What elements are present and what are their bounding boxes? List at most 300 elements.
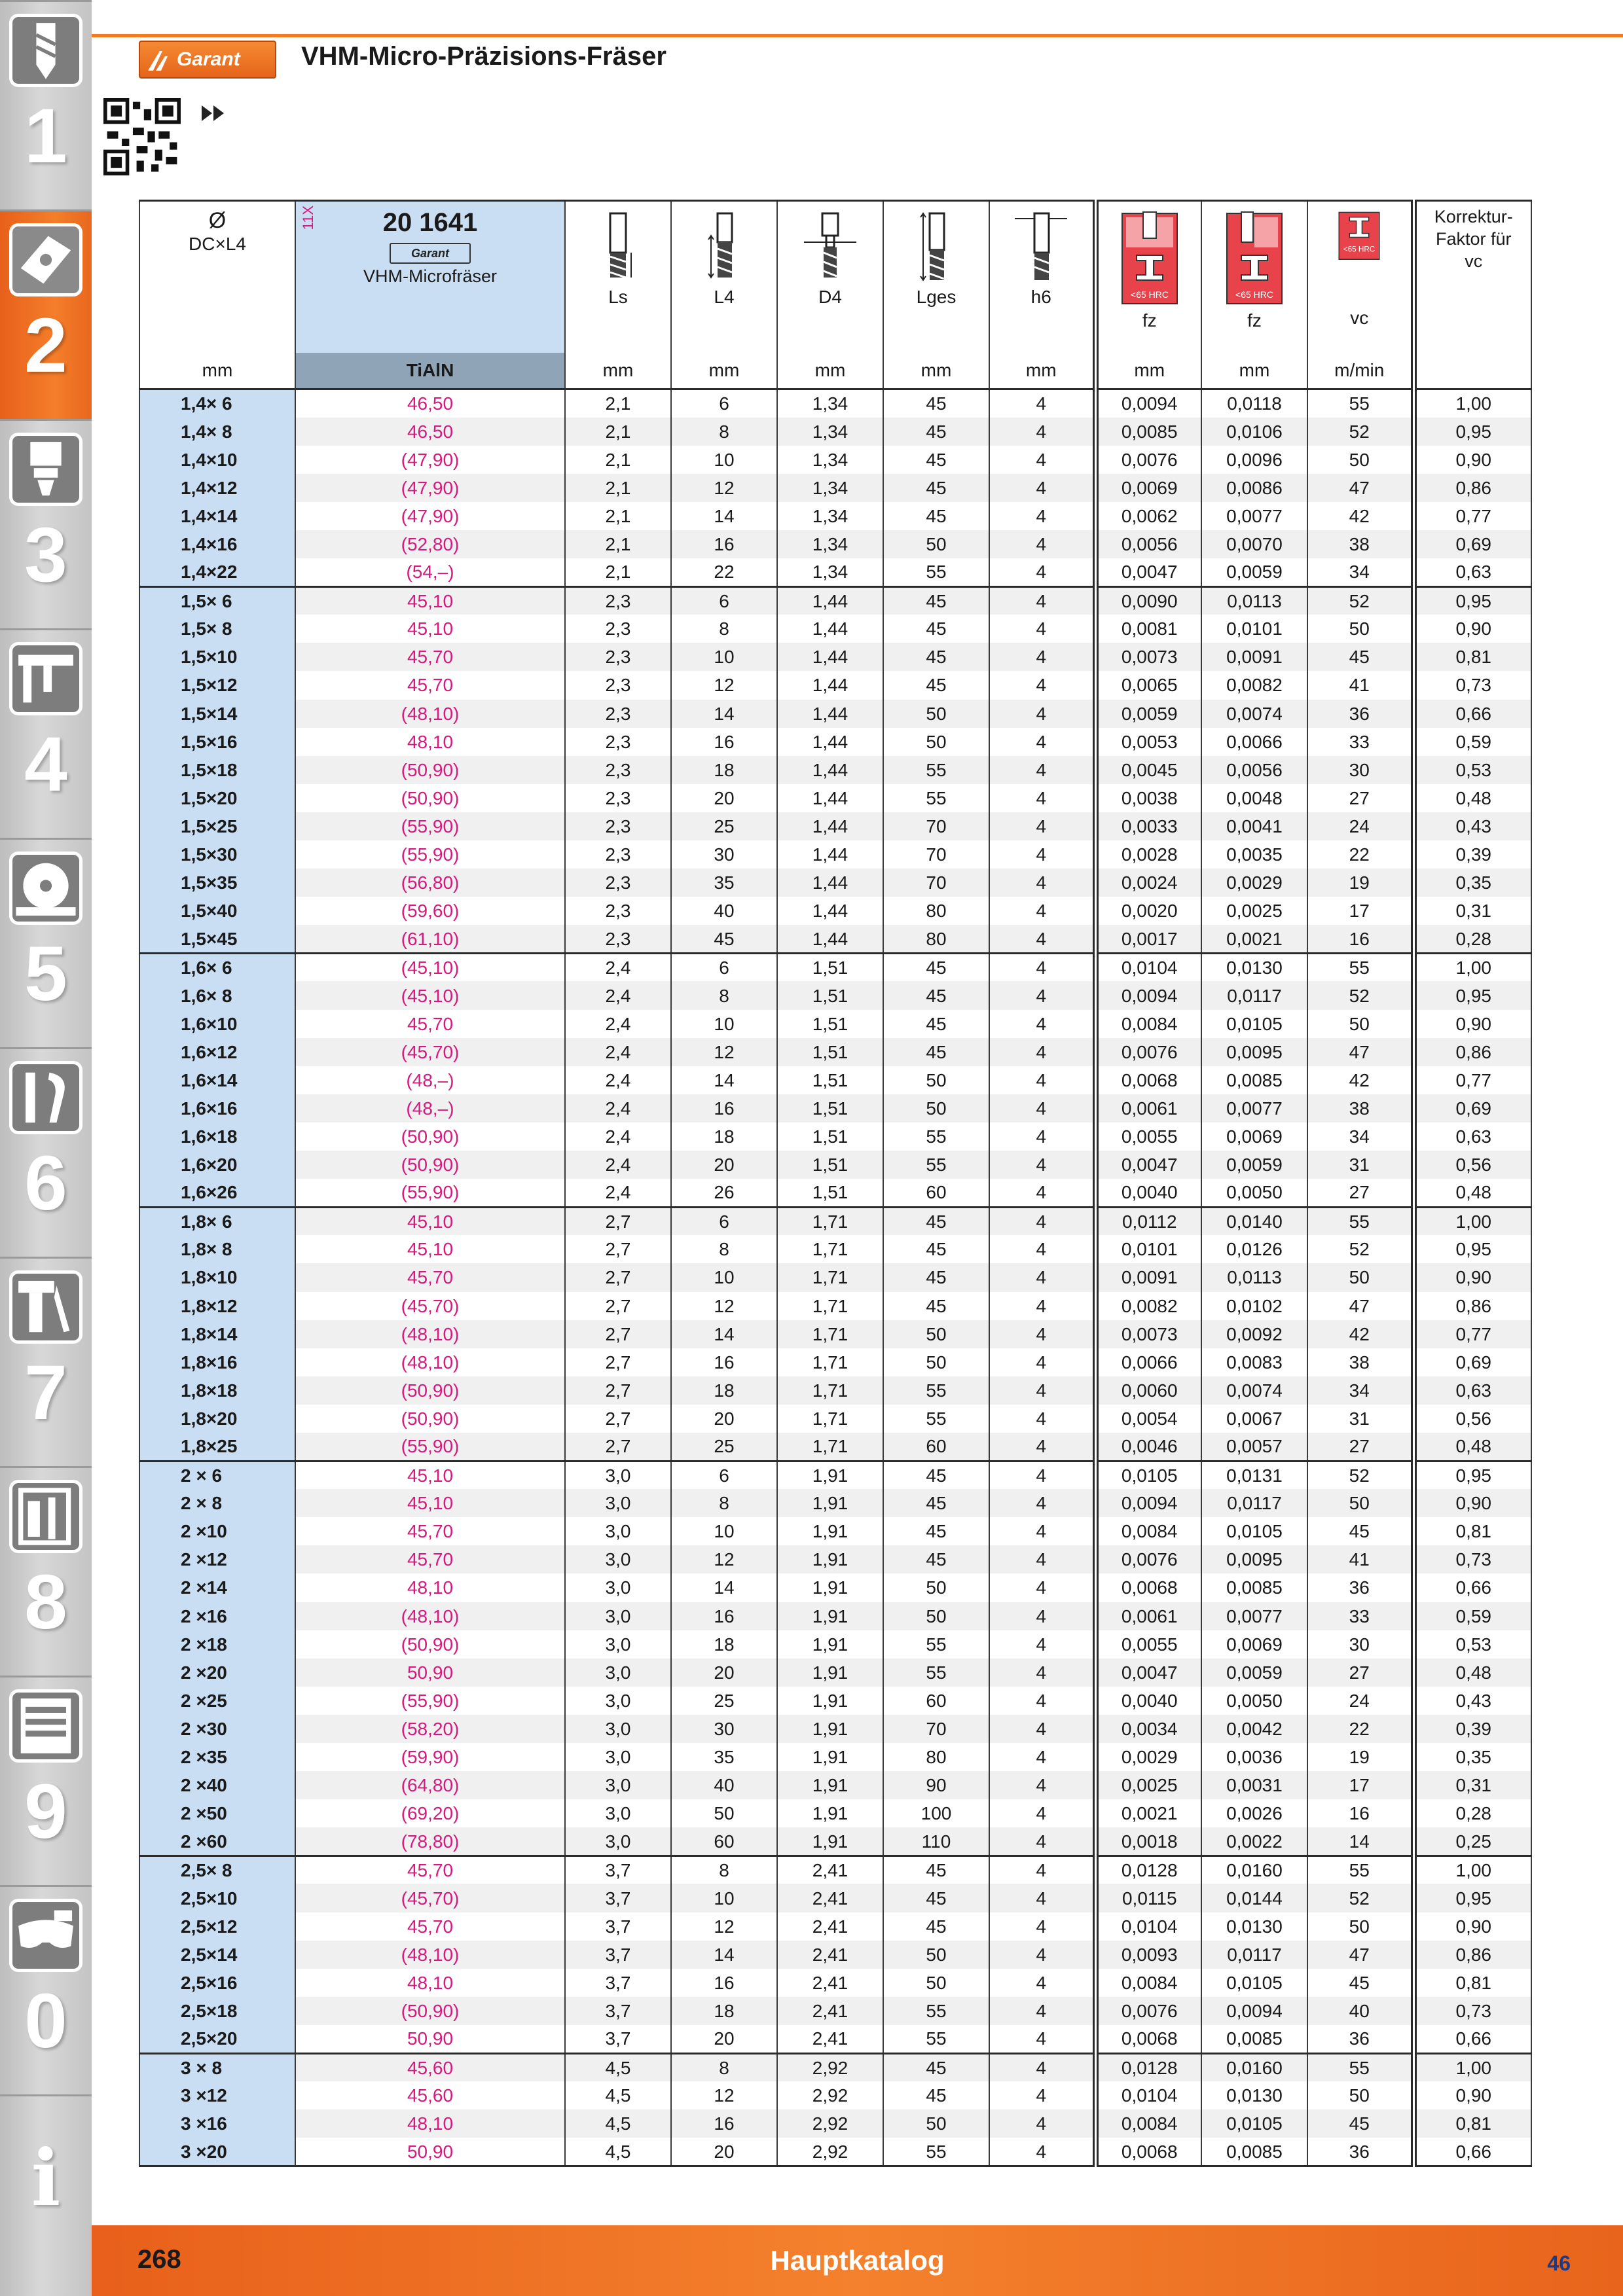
cell-fz2: 0,0057 bbox=[1201, 1433, 1307, 1461]
cell-price[interactable]: (59,90) bbox=[295, 1743, 565, 1771]
cell-price[interactable]: (47,90) bbox=[295, 446, 565, 474]
cell-price[interactable]: 45,70 bbox=[295, 671, 565, 699]
cell-price[interactable]: (50,90) bbox=[295, 1405, 565, 1433]
product-rows bbox=[139, 389, 1531, 2166]
cell-fz2: 0,0095 bbox=[1201, 1545, 1307, 1573]
cell-vc: 34 bbox=[1307, 558, 1413, 586]
cell-d4: 1,91 bbox=[777, 1799, 883, 1827]
cell-l4: 25 bbox=[671, 1433, 777, 1461]
chapter-number: 2 bbox=[24, 302, 67, 389]
cell-fz1: 0,0061 bbox=[1095, 1602, 1201, 1630]
table-row bbox=[139, 1122, 1531, 1151]
col-head-fz-side bbox=[1201, 201, 1307, 353]
cell-vc: 34 bbox=[1307, 1122, 1413, 1151]
cell-l4: 10 bbox=[671, 1010, 777, 1038]
cell-price[interactable]: 45,70 bbox=[295, 1912, 565, 1941]
page-footer bbox=[92, 2225, 1623, 2296]
cell-price[interactable]: (50,90) bbox=[295, 1122, 565, 1151]
fast-forward-icon[interactable] bbox=[200, 103, 229, 123]
table-row bbox=[139, 1292, 1531, 1320]
cell-h6: 4 bbox=[989, 1856, 1095, 1884]
cell-price[interactable]: 45,60 bbox=[295, 2053, 565, 2081]
cell-price[interactable]: 46,50 bbox=[295, 418, 565, 446]
chapter-tab-9[interactable] bbox=[0, 1676, 92, 1885]
cell-vc: 55 bbox=[1307, 1207, 1413, 1235]
cell-price[interactable]: (61,10) bbox=[295, 925, 565, 953]
cell-lges: 45 bbox=[883, 2081, 989, 2109]
chapter-tab-1[interactable] bbox=[0, 0, 92, 209]
cell-dim: 1,8×25 bbox=[139, 1433, 295, 1461]
cell-price[interactable]: (56,80) bbox=[295, 869, 565, 897]
cell-korr: 0,73 bbox=[1413, 1997, 1531, 2025]
cell-d4: 1,44 bbox=[777, 869, 883, 897]
cell-fz1: 0,0081 bbox=[1095, 615, 1201, 643]
cell-dim: 2 ×18 bbox=[139, 1630, 295, 1659]
cell-h6: 4 bbox=[989, 558, 1095, 586]
cell-price[interactable]: (45,10) bbox=[295, 981, 565, 1009]
cell-ls: 2,1 bbox=[565, 474, 671, 502]
cell-ls: 2,3 bbox=[565, 812, 671, 840]
cell-h6: 4 bbox=[989, 1094, 1095, 1122]
cell-price[interactable]: (48,–) bbox=[295, 1094, 565, 1122]
cell-ls: 2,3 bbox=[565, 925, 671, 953]
cell-price[interactable]: 45,10 bbox=[295, 586, 565, 615]
cell-price[interactable]: 48,10 bbox=[295, 728, 565, 756]
cell-price[interactable]: 45,10 bbox=[295, 1207, 565, 1235]
cell-ls: 2,3 bbox=[565, 840, 671, 869]
cell-korr: 0,73 bbox=[1413, 671, 1531, 699]
cell-dim: 1,8×16 bbox=[139, 1348, 295, 1376]
cell-ls: 3,7 bbox=[565, 1941, 671, 1969]
cell-h6: 4 bbox=[989, 1630, 1095, 1659]
cell-ls: 2,7 bbox=[565, 1433, 671, 1461]
table-row bbox=[139, 1010, 1531, 1038]
cell-fz2: 0,0105 bbox=[1201, 1010, 1307, 1038]
cell-d4: 2,41 bbox=[777, 1941, 883, 1969]
cell-price[interactable]: 48,10 bbox=[295, 1969, 565, 1997]
cell-vc: 50 bbox=[1307, 615, 1413, 643]
cell-price[interactable]: (55,90) bbox=[295, 812, 565, 840]
cell-lges: 55 bbox=[883, 756, 989, 784]
cell-price[interactable]: (50,90) bbox=[295, 1630, 565, 1659]
table-row bbox=[139, 1489, 1531, 1517]
cell-dim: 2 × 8 bbox=[139, 1489, 295, 1517]
cell-price[interactable]: 45,70 bbox=[295, 1263, 565, 1291]
cell-fz2: 0,0050 bbox=[1201, 1179, 1307, 1207]
cell-h6: 4 bbox=[989, 1602, 1095, 1630]
cell-ls: 2,7 bbox=[565, 1207, 671, 1235]
cell-fz1: 0,0084 bbox=[1095, 1010, 1201, 1038]
section-page-number: 46 bbox=[1547, 2251, 1571, 2275]
cell-h6: 4 bbox=[989, 1320, 1095, 1348]
cell-price[interactable]: (47,90) bbox=[295, 502, 565, 530]
cell-d4: 2,41 bbox=[777, 1856, 883, 1884]
diameter-symbol: Ø bbox=[208, 208, 227, 233]
cell-h6: 4 bbox=[989, 869, 1095, 897]
cell-price[interactable]: (45,70) bbox=[295, 1038, 565, 1066]
cell-dim: 1,5×25 bbox=[139, 812, 295, 840]
cell-fz1: 0,0128 bbox=[1095, 2053, 1201, 2081]
col-head-ls bbox=[565, 201, 671, 353]
cell-fz1: 0,0094 bbox=[1095, 389, 1201, 418]
cell-lges: 70 bbox=[883, 840, 989, 869]
cell-price[interactable]: (50,90) bbox=[295, 784, 565, 812]
cell-price[interactable]: (55,90) bbox=[295, 1687, 565, 1715]
cell-ls: 3,0 bbox=[565, 1461, 671, 1489]
unit-vc: m/min bbox=[1307, 353, 1413, 389]
cell-ls: 3,7 bbox=[565, 1969, 671, 1997]
cell-korr: 0,73 bbox=[1413, 1545, 1531, 1573]
cell-korr: 0,95 bbox=[1413, 1884, 1531, 1912]
cell-price[interactable]: (47,90) bbox=[295, 474, 565, 502]
cell-d4: 1,34 bbox=[777, 530, 883, 558]
cell-lges: 45 bbox=[883, 615, 989, 643]
cell-korr: 0,81 bbox=[1413, 1517, 1531, 1545]
cell-d4: 1,91 bbox=[777, 1743, 883, 1771]
table-row bbox=[139, 1545, 1531, 1573]
cell-l4: 25 bbox=[671, 1687, 777, 1715]
cell-lges: 55 bbox=[883, 1122, 989, 1151]
cell-lges: 45 bbox=[883, 418, 989, 446]
cell-fz1: 0,0104 bbox=[1095, 953, 1201, 981]
cell-lges: 70 bbox=[883, 812, 989, 840]
cell-l4: 30 bbox=[671, 840, 777, 869]
cell-l4: 12 bbox=[671, 671, 777, 699]
cell-l4: 14 bbox=[671, 502, 777, 530]
cell-d4: 1,91 bbox=[777, 1827, 883, 1856]
cell-dim: 1,5×14 bbox=[139, 700, 295, 728]
cell-fz2: 0,0022 bbox=[1201, 1827, 1307, 1856]
chapter-tab-0[interactable] bbox=[0, 1885, 92, 2094]
cell-ls: 2,7 bbox=[565, 1405, 671, 1433]
cell-h6: 4 bbox=[989, 1743, 1095, 1771]
cell-d4: 2,41 bbox=[777, 1997, 883, 2025]
cell-lges: 45 bbox=[883, 671, 989, 699]
table-row bbox=[139, 1235, 1531, 1263]
cell-ls: 2,7 bbox=[565, 1235, 671, 1263]
cell-d4: 1,51 bbox=[777, 1122, 883, 1151]
table-row bbox=[139, 1743, 1531, 1771]
cell-dim: 2 ×35 bbox=[139, 1743, 295, 1771]
cell-dim: 1,8× 8 bbox=[139, 1235, 295, 1263]
cell-h6: 4 bbox=[989, 728, 1095, 756]
cell-vc: 50 bbox=[1307, 1010, 1413, 1038]
cell-vc: 27 bbox=[1307, 784, 1413, 812]
cell-ls: 3,0 bbox=[565, 1545, 671, 1573]
cell-fz2: 0,0070 bbox=[1201, 530, 1307, 558]
unit-correction bbox=[1413, 353, 1531, 389]
col-head-fz-slot bbox=[1095, 201, 1201, 353]
cell-lges: 45 bbox=[883, 1461, 989, 1489]
cell-d4: 1,44 bbox=[777, 840, 883, 869]
cell-fz2: 0,0131 bbox=[1201, 1461, 1307, 1489]
cell-l4: 35 bbox=[671, 1743, 777, 1771]
cell-lges: 70 bbox=[883, 1715, 989, 1743]
cell-lges: 50 bbox=[883, 530, 989, 558]
cell-korr: 0,35 bbox=[1413, 1743, 1531, 1771]
cell-ls: 2,4 bbox=[565, 1179, 671, 1207]
chapter-tab-i[interactable] bbox=[0, 2094, 92, 2296]
cell-h6: 4 bbox=[989, 1066, 1095, 1094]
cell-price[interactable]: (58,20) bbox=[295, 1715, 565, 1743]
cell-vc: 47 bbox=[1307, 1941, 1413, 1969]
cell-price[interactable]: 45,10 bbox=[295, 1489, 565, 1517]
cell-price[interactable]: 50,90 bbox=[295, 2025, 565, 2053]
chapter-tab-2[interactable] bbox=[0, 209, 92, 419]
cell-fz2: 0,0160 bbox=[1201, 1856, 1307, 1884]
cell-fz2: 0,0077 bbox=[1201, 1094, 1307, 1122]
cell-lges: 55 bbox=[883, 1659, 989, 1687]
cell-h6: 4 bbox=[989, 812, 1095, 840]
cell-dim: 1,6×10 bbox=[139, 1010, 295, 1038]
unit-ls: mm bbox=[565, 353, 671, 389]
chapter-tab-5[interactable] bbox=[0, 838, 92, 1047]
cell-lges: 50 bbox=[883, 1094, 989, 1122]
cell-price[interactable]: (45,10) bbox=[295, 953, 565, 981]
cell-l4: 26 bbox=[671, 1179, 777, 1207]
cell-price[interactable]: (50,90) bbox=[295, 1997, 565, 2025]
cell-l4: 8 bbox=[671, 2053, 777, 2081]
cell-fz2: 0,0118 bbox=[1201, 389, 1307, 418]
cell-l4: 10 bbox=[671, 446, 777, 474]
chapter-tab-6[interactable] bbox=[0, 1047, 92, 1257]
cell-price[interactable]: (50,90) bbox=[295, 1376, 565, 1405]
cell-korr: 0,53 bbox=[1413, 1630, 1531, 1659]
cell-dim: 3 × 8 bbox=[139, 2053, 295, 2081]
cell-korr: 0,66 bbox=[1413, 2025, 1531, 2053]
cell-d4: 2,92 bbox=[777, 2053, 883, 2081]
cell-d4: 1,91 bbox=[777, 1489, 883, 1517]
cell-lges: 50 bbox=[883, 1602, 989, 1630]
cell-price[interactable]: 45,70 bbox=[295, 1856, 565, 1884]
table-row bbox=[139, 981, 1531, 1009]
cell-vc: 42 bbox=[1307, 1320, 1413, 1348]
cell-lges: 55 bbox=[883, 1405, 989, 1433]
cell-fz1: 0,0028 bbox=[1095, 840, 1201, 869]
cell-fz1: 0,0033 bbox=[1095, 812, 1201, 840]
cell-d4: 1,51 bbox=[777, 1179, 883, 1207]
cell-dim: 1,5× 8 bbox=[139, 615, 295, 643]
chapter-tab-7[interactable] bbox=[0, 1257, 92, 1466]
cell-fz2: 0,0059 bbox=[1201, 1151, 1307, 1179]
cell-lges: 45 bbox=[883, 586, 989, 615]
cell-fz1: 0,0056 bbox=[1095, 530, 1201, 558]
cell-price[interactable]: (48,–) bbox=[295, 1066, 565, 1094]
cell-fz1: 0,0068 bbox=[1095, 1066, 1201, 1094]
cell-h6: 4 bbox=[989, 1461, 1095, 1489]
cell-price[interactable]: 45,60 bbox=[295, 2081, 565, 2109]
cell-price[interactable]: 45,10 bbox=[295, 1235, 565, 1263]
cell-vc: 50 bbox=[1307, 446, 1413, 474]
cell-dim: 1,8×10 bbox=[139, 1263, 295, 1291]
cell-fz2: 0,0077 bbox=[1201, 502, 1307, 530]
cell-price[interactable]: (48,10) bbox=[295, 1602, 565, 1630]
qr-code-icon[interactable] bbox=[103, 98, 181, 175]
cell-lges: 60 bbox=[883, 1433, 989, 1461]
cell-korr: 0,31 bbox=[1413, 897, 1531, 925]
cell-d4: 1,91 bbox=[777, 1573, 883, 1602]
cell-price[interactable]: 45,70 bbox=[295, 1545, 565, 1573]
cell-price[interactable]: (45,70) bbox=[295, 1884, 565, 1912]
chapter-tab-8[interactable] bbox=[0, 1466, 92, 1676]
cell-l4: 20 bbox=[671, 2025, 777, 2053]
cell-price[interactable]: 45,10 bbox=[295, 615, 565, 643]
cell-fz2: 0,0130 bbox=[1201, 1912, 1307, 1941]
cell-fz2: 0,0117 bbox=[1201, 1489, 1307, 1517]
cell-price[interactable]: 45,10 bbox=[295, 1461, 565, 1489]
cell-d4: 2,41 bbox=[777, 1969, 883, 1997]
cell-h6: 4 bbox=[989, 1207, 1095, 1235]
caliper-icon bbox=[9, 642, 82, 715]
cell-price[interactable]: (48,10) bbox=[295, 1320, 565, 1348]
col-label-l4: L4 bbox=[714, 287, 735, 307]
cell-fz2: 0,0085 bbox=[1201, 1573, 1307, 1602]
cell-price[interactable]: (48,10) bbox=[295, 1941, 565, 1969]
cell-ls: 2,4 bbox=[565, 1038, 671, 1066]
cell-price[interactable]: (64,80) bbox=[295, 1771, 565, 1799]
cell-price[interactable]: (50,90) bbox=[295, 756, 565, 784]
cell-vc: 50 bbox=[1307, 1489, 1413, 1517]
cell-dim: 1,5×12 bbox=[139, 671, 295, 699]
cell-d4: 1,44 bbox=[777, 925, 883, 953]
cell-price[interactable]: (55,90) bbox=[295, 1433, 565, 1461]
coating-label: TiAlN bbox=[295, 353, 565, 389]
cell-korr: 0,95 bbox=[1413, 418, 1531, 446]
cell-price[interactable]: 45,70 bbox=[295, 1010, 565, 1038]
cell-price[interactable]: (59,60) bbox=[295, 897, 565, 925]
cell-fz2: 0,0113 bbox=[1201, 1263, 1307, 1291]
cell-h6: 4 bbox=[989, 840, 1095, 869]
cell-vc: 36 bbox=[1307, 2025, 1413, 2053]
cell-l4: 6 bbox=[671, 389, 777, 418]
material-side-hrc-icon bbox=[1222, 209, 1287, 308]
cell-fz1: 0,0076 bbox=[1095, 1545, 1201, 1573]
cell-korr: 0,95 bbox=[1413, 586, 1531, 615]
cell-dim: 2,5×18 bbox=[139, 1997, 295, 2025]
cell-l4: 6 bbox=[671, 953, 777, 981]
cell-d4: 2,41 bbox=[777, 1912, 883, 1941]
cell-lges: 45 bbox=[883, 1207, 989, 1235]
cell-h6: 4 bbox=[989, 1771, 1095, 1799]
cell-ls: 3,0 bbox=[565, 1602, 671, 1630]
col-label-fz-side: fz bbox=[1247, 310, 1262, 331]
cell-korr: 0,63 bbox=[1413, 558, 1531, 586]
brand-logo[interactable] bbox=[139, 41, 276, 79]
cell-korr: 0,90 bbox=[1413, 446, 1531, 474]
cell-d4: 1,91 bbox=[777, 1687, 883, 1715]
cell-fz1: 0,0045 bbox=[1095, 756, 1201, 784]
chapter-tab-4[interactable] bbox=[0, 628, 92, 838]
cell-ls: 4,5 bbox=[565, 2138, 671, 2166]
material-hrc-icon bbox=[1326, 209, 1392, 281]
cell-fz1: 0,0076 bbox=[1095, 1038, 1201, 1066]
cell-h6: 4 bbox=[989, 1433, 1095, 1461]
cell-vc: 55 bbox=[1307, 2053, 1413, 2081]
cell-price[interactable]: (50,90) bbox=[295, 1151, 565, 1179]
cutter-tolerance-icon bbox=[1008, 209, 1074, 287]
cell-fz2: 0,0021 bbox=[1201, 925, 1307, 953]
saw-blade-icon bbox=[9, 852, 82, 925]
cell-lges: 110 bbox=[883, 1827, 989, 1856]
cell-price[interactable]: 50,90 bbox=[295, 2138, 565, 2166]
chapter-number: 0 bbox=[24, 1978, 67, 2064]
cell-price[interactable]: (78,80) bbox=[295, 1827, 565, 1856]
cell-fz2: 0,0092 bbox=[1201, 1320, 1307, 1348]
table-row bbox=[139, 756, 1531, 784]
table-row bbox=[139, 1179, 1531, 1207]
cell-price[interactable]: (45,70) bbox=[295, 1292, 565, 1320]
cell-korr: 1,00 bbox=[1413, 2053, 1531, 2081]
cell-l4: 14 bbox=[671, 1320, 777, 1348]
col-label-fz-slot: fz bbox=[1142, 310, 1157, 331]
wrench-icon bbox=[9, 1061, 82, 1134]
col-head-correction bbox=[1413, 201, 1531, 353]
cell-fz2: 0,0117 bbox=[1201, 1941, 1307, 1969]
cell-vc: 45 bbox=[1307, 643, 1413, 671]
cell-price[interactable]: 45,70 bbox=[295, 1517, 565, 1545]
cell-price[interactable]: (48,10) bbox=[295, 1348, 565, 1376]
cell-l4: 14 bbox=[671, 1941, 777, 1969]
cell-price[interactable]: 48,10 bbox=[295, 1573, 565, 1602]
chapter-tab-3[interactable] bbox=[0, 419, 92, 628]
cell-dim: 1,6×18 bbox=[139, 1122, 295, 1151]
cell-price[interactable]: 46,50 bbox=[295, 389, 565, 418]
cell-l4: 20 bbox=[671, 1659, 777, 1687]
cell-ls: 2,4 bbox=[565, 981, 671, 1009]
cell-price[interactable]: (52,80) bbox=[295, 530, 565, 558]
cell-l4: 12 bbox=[671, 474, 777, 502]
cell-fz2: 0,0074 bbox=[1201, 700, 1307, 728]
cell-lges: 55 bbox=[883, 1151, 989, 1179]
table-row bbox=[139, 389, 1531, 418]
cell-korr: 0,69 bbox=[1413, 1094, 1531, 1122]
cell-fz1: 0,0018 bbox=[1095, 1827, 1201, 1856]
table-row bbox=[139, 1969, 1531, 1997]
cell-korr: 0,86 bbox=[1413, 1038, 1531, 1066]
cell-price[interactable]: 48,10 bbox=[295, 2109, 565, 2138]
cell-price[interactable]: (55,90) bbox=[295, 840, 565, 869]
cell-ls: 2,3 bbox=[565, 671, 671, 699]
table-row bbox=[139, 1827, 1531, 1856]
cell-price[interactable]: 50,90 bbox=[295, 1659, 565, 1687]
cell-ls: 2,1 bbox=[565, 558, 671, 586]
cell-korr: 0,81 bbox=[1413, 643, 1531, 671]
correction-factor-label: Korrektur-Faktor für vc bbox=[1434, 207, 1513, 271]
cell-korr: 0,25 bbox=[1413, 1827, 1531, 1856]
cell-price[interactable]: (69,20) bbox=[295, 1799, 565, 1827]
cell-dim: 1,4× 6 bbox=[139, 389, 295, 418]
cell-fz1: 0,0105 bbox=[1095, 1461, 1201, 1489]
cell-vc: 52 bbox=[1307, 981, 1413, 1009]
cell-vc: 55 bbox=[1307, 1856, 1413, 1884]
cell-vc: 42 bbox=[1307, 1066, 1413, 1094]
table-row bbox=[139, 953, 1531, 981]
cell-price[interactable]: (48,10) bbox=[295, 700, 565, 728]
cell-lges: 45 bbox=[883, 1010, 989, 1038]
cell-dim: 1,4×12 bbox=[139, 474, 295, 502]
cell-price[interactable]: 45,70 bbox=[295, 643, 565, 671]
chapter-number: 6 bbox=[24, 1140, 67, 1227]
cell-price[interactable]: (54,–) bbox=[295, 558, 565, 586]
cell-fz1: 0,0128 bbox=[1095, 1856, 1201, 1884]
cell-korr: 0,66 bbox=[1413, 2138, 1531, 2166]
cell-price[interactable]: (55,90) bbox=[295, 1179, 565, 1207]
cell-ls: 2,4 bbox=[565, 1151, 671, 1179]
cell-vc: 47 bbox=[1307, 474, 1413, 502]
table-row bbox=[139, 2053, 1531, 2081]
article-number[interactable]: 20 1641 bbox=[382, 208, 478, 237]
cell-dim: 1,8× 6 bbox=[139, 1207, 295, 1235]
